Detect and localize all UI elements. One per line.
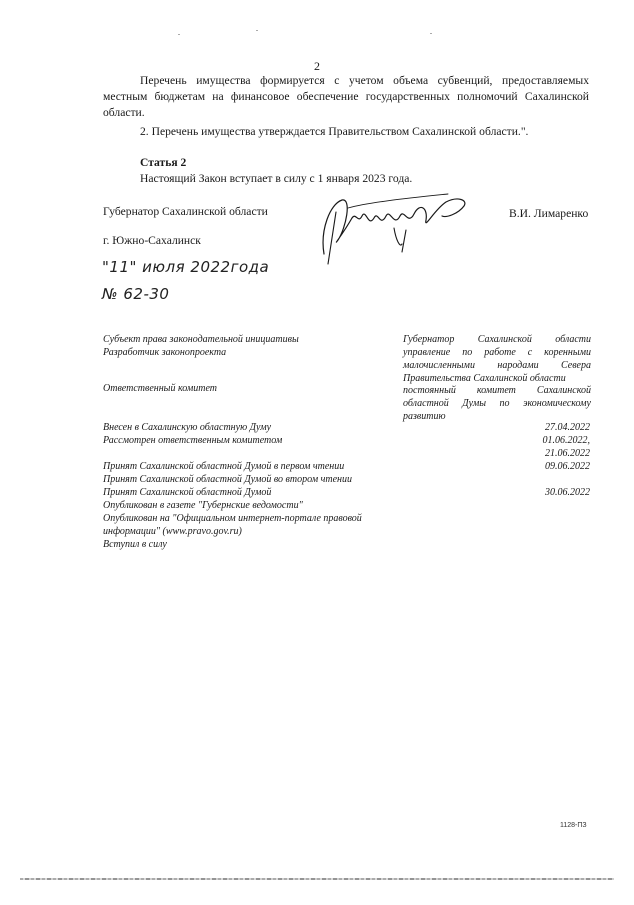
timeline-dates xyxy=(480,421,590,499)
paragraph-approval: 2. Перечень имущества утверждается Правительством Сахалинской области.". xyxy=(140,125,529,138)
timeline-item: Опубликован в газете "Губернские ведомости" xyxy=(103,500,303,511)
city: г. Южно-Сахалинск xyxy=(103,234,201,247)
article-text: Настоящий Закон вступает в силу с 1 января 2023 года. xyxy=(140,172,413,185)
timeline-date xyxy=(480,473,590,486)
timeline-date: 09.06.2022 xyxy=(545,461,590,472)
scan-speck xyxy=(430,33,432,34)
timeline-date: 01.06.2022, xyxy=(542,435,590,446)
timeline-item: Вступил в силу xyxy=(103,539,167,550)
signatory-name: В.И. Лимаренко xyxy=(509,207,589,220)
committee-label: Ответственный комитет xyxy=(103,383,217,394)
timeline-item xyxy=(103,447,403,460)
handwritten-number: № 62-30 xyxy=(102,285,170,303)
info-label: Субъект права законодательной инициативы xyxy=(103,334,299,345)
handwritten-signature xyxy=(318,188,478,270)
scan-speck xyxy=(256,30,258,31)
page-number: 2 xyxy=(314,59,320,73)
timeline-item: Принят Сахалинской областной Думой xyxy=(103,487,272,498)
timeline-item: Опубликован на "Официальном интернет-портале правовой информации" (www.pravo.gov.ru) xyxy=(103,513,362,537)
info-right-top: Губернатор Сахалинской области управление по работе с коренными малочисленными народами Севера Правительства Сахалинской области xyxy=(403,334,591,384)
handwritten-date: "11" июля 2022года xyxy=(102,258,270,276)
timeline-date: 27.04.2022 xyxy=(545,422,590,433)
legislative-timeline xyxy=(103,421,403,551)
scan-speck xyxy=(178,34,180,35)
timeline-item: Принят Сахалинской областной Думой во втором чтении xyxy=(103,474,353,485)
info-label: Разработчик законопроекта xyxy=(103,347,227,358)
timeline-item: Внесен в Сахалинскую областную Думу xyxy=(103,422,272,433)
paragraph-property-list: Перечень имущества формируется с учетом объема субвенций, предоставляемых местным бюджетам на финансовое обеспечение государственных полномочий Сахалинской области. xyxy=(103,74,589,119)
timeline-item: Рассмотрен ответственным комитетом xyxy=(103,435,283,446)
timeline-date: 21.06.2022 xyxy=(545,448,590,459)
info-left-top xyxy=(103,333,363,359)
committee-value: постоянный комитет Сахалинской областной Думы по экономическому развитию xyxy=(403,385,591,422)
timeline-item: Принят Сахалинской областной Думой в первом чтении xyxy=(103,461,345,472)
signatory-position: Губернатор Сахалинской области xyxy=(103,205,268,218)
timeline-date: 30.06.2022 xyxy=(545,487,590,498)
document-code: 1128-ПЗ xyxy=(560,822,587,829)
scan-edge-line xyxy=(20,878,614,880)
article-title: Статья 2 xyxy=(140,156,187,169)
